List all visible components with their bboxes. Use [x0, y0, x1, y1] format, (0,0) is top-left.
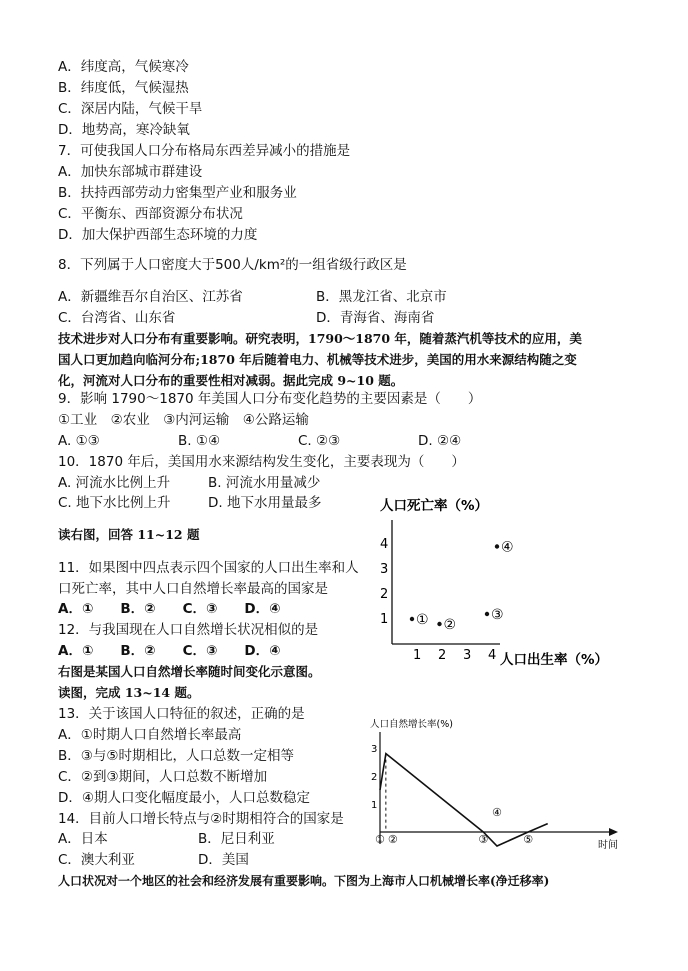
q10-stem: 10．1870 年后，美国用水来源结构发生变化，主要表现为（ ） [58, 454, 465, 470]
passage-13-14-line2: 读图，完成 13~14 题。 [58, 685, 200, 700]
chart1-x-tick-label: 3 [463, 648, 472, 663]
q7-option-a: A．加快东部城市群建设 [58, 164, 203, 180]
chart1-point-label: ② [443, 617, 457, 633]
passage-13-14-line1: 右图是某国人口自然增长率随时间变化示意图。 [58, 664, 321, 679]
q9-option-b: B. ①④ [178, 433, 221, 449]
chart1-point-label: ④ [501, 539, 514, 556]
birth-death-scatter-chart [368, 492, 628, 672]
q14-stem: 14．目前人口增长特点与②时期相符合的国家是 [58, 811, 344, 827]
chart2-y-tick-label: 2 [371, 772, 378, 783]
q9-stem: 9．影响 1790～1870 年美国人口分布变化趋势的主要因素是（ ） [58, 391, 482, 407]
q9-option-c: C. ②③ [298, 433, 341, 449]
chart2-period-label: ① [375, 833, 385, 846]
q14-option-c: C．澳大利亚 [58, 852, 135, 868]
q7-option-c: C．平衡东、西部资源分布状况 [58, 206, 243, 222]
q6-option-d: D．地势高，寒冷缺氧 [58, 122, 190, 138]
chart1-y-tick-label: 1 [380, 612, 389, 627]
passage-9-10-line3: 化，河流对人口分布的重要性相对减弱。据此完成 9~10 题。 [58, 373, 404, 388]
q8-option-d: D．青海省、海南省 [316, 310, 435, 326]
chart1-data-point [495, 544, 499, 548]
q12-stem: 12．与我国现在人口自然增长状况相似的是 [58, 622, 319, 638]
read-right-11-12: 读右图，回答 11~12 题 [58, 527, 200, 542]
chart1-y-tick-label: 3 [380, 562, 389, 577]
chart2-period-label: ⑤ [523, 833, 534, 846]
q12-options: A．① B．② C．③ D．④ [58, 643, 281, 659]
chart1-y-tick-label: 2 [380, 587, 389, 602]
q13-option-a: A．①时期人口自然增长率最高 [58, 727, 242, 743]
q10-option-b: B. 河流水用量减少 [208, 475, 321, 491]
chart2-xlabel: 时间 [598, 840, 618, 851]
chart1-point-label: ① [416, 612, 429, 628]
chart2-period-label: ③ [478, 833, 489, 846]
q7-stem: 7．可使我国人口分布格局东西差异减小的措施是 [58, 143, 351, 159]
q14-option-b: B．尼日利亚 [198, 831, 275, 847]
q7-option-d: D．加大保护西部生态环境的力度 [58, 227, 258, 243]
passage-9-10-line1: 技术进步对人口分布有重要影响。研究表明，1790～1870 年，随着蒸汽机等技术的应用，美 [58, 331, 582, 346]
chart1-data-point [485, 612, 489, 616]
chart1-ylabel: 人口死亡率（%） [380, 498, 489, 514]
q9-items: ①工业 ②农业 ③内河运输 ④公路运输 [58, 412, 309, 428]
q14-option-d: D．美国 [198, 852, 249, 868]
q11-options: A．① B．② C．③ D．④ [58, 601, 281, 617]
natural-growth-line-chart [366, 716, 624, 854]
q11-stem-line1: 11．如果图中四点表示四个国家的人口出生率和人 [58, 560, 359, 576]
passage-shanghai: 人口状况对一个地区的社会和经济发展有重要影响。下图为上海市人口机械增长率(净迁移率) [58, 874, 550, 888]
q13-option-c: C．②到③期间，人口总数不断增加 [58, 769, 268, 785]
chart1-xlabel: 人口出生率（%） [500, 652, 609, 668]
chart2-period-label: ④ [492, 806, 502, 819]
chart1-y-tick-label: 4 [380, 537, 389, 552]
q10-option-d: D. 地下水用量最多 [208, 495, 322, 511]
q6-option-a: A．纬度高，气候寒冷 [58, 59, 189, 75]
q9-option-a: A. ①③ [58, 433, 100, 449]
chart1-x-tick-label: 4 [488, 648, 497, 663]
q14-option-a: A．日本 [58, 831, 108, 847]
q13-option-b: B．③与⑤时期相比，人口总数一定相等 [58, 748, 294, 764]
chart1-point-label: ③ [491, 607, 504, 623]
q8-option-b: B．黑龙江省、北京市 [316, 289, 447, 305]
chart1-data-point [410, 617, 414, 621]
q11-stem-line2: 口死亡率，其中人口自然增长率最高的国家是 [58, 581, 328, 597]
q10-option-c: C. 地下水比例上升 [58, 495, 171, 511]
chart2-x-arrow [609, 828, 618, 836]
q9-option-d: D. ②④ [418, 433, 462, 449]
chart2-y-tick-label: 1 [371, 800, 378, 811]
q13-option-d: D．④期人口变化幅度最小，人口总数稳定 [58, 790, 310, 806]
q6-option-c: C．深居内陆，气候干旱 [58, 101, 203, 117]
q6-option-b: B．纬度低，气候湿热 [58, 80, 189, 96]
q13-stem: 13．关于该国人口特征的叙述，正确的是 [58, 706, 305, 722]
q8-option-c: C．台湾省、山东省 [58, 310, 176, 326]
passage-9-10-line2: 国人口更加趋向临河分布;1870 年后随着电力、机械等技术进步，美国的用水来源结构随之变 [58, 352, 577, 367]
chart2-period-label: ② [387, 833, 398, 846]
chart1-x-tick-label: 1 [413, 648, 422, 663]
q8-option-a: A．新疆维吾尔自治区、江苏省 [58, 289, 243, 305]
q8-stem: 8．下列属于人口密度大于500人/km²的一组省级行政区是 [58, 257, 407, 273]
chart2-ylabel: 人口自然增长率(%) [370, 719, 453, 730]
chart1-x-tick-label: 2 [438, 648, 447, 663]
q10-option-a: A. 河流水比例上升 [58, 475, 171, 491]
chart1-data-point [437, 622, 441, 626]
q7-option-b: B．扶持西部劳动力密集型产业和服务业 [58, 185, 297, 201]
chart2-y-tick-label: 3 [371, 744, 378, 755]
